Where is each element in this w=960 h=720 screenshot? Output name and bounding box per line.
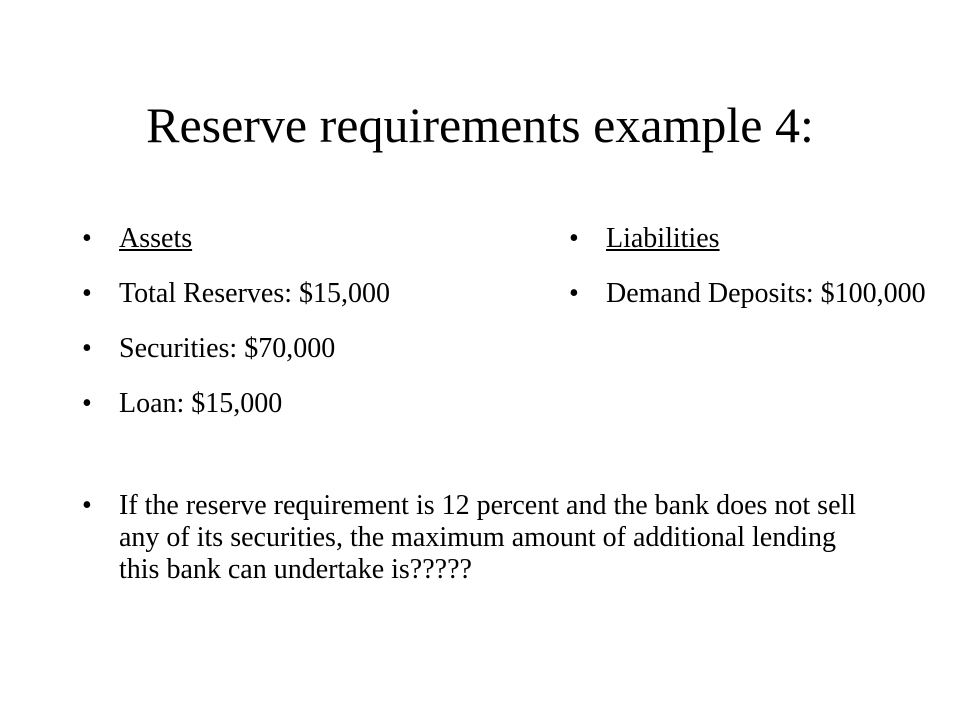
liabilities-item-demand-deposits: • Demand Deposits: $100,000: [569, 278, 929, 310]
question-text: • If the reserve requirement is 12 percent and the bank does not sell any of its securities, the maximum amount of additional lending this bank can undertake is?????: [82, 490, 882, 586]
assets-item-total-reserves: • Total Reserves: $15,000: [82, 278, 502, 310]
assets-heading: [82, 223, 502, 255]
liabilities-heading-text: Liabilities: [606, 223, 720, 254]
assets-heading-text: Assets: [119, 223, 193, 254]
assets-list: [82, 223, 502, 443]
assets-item-loan: • Loan: $15,000: [82, 388, 502, 420]
assets-item-securities: • Securities: $70,000: [82, 333, 502, 365]
question-list: [82, 490, 882, 586]
slide-title: Reserve requirements example 4:: [146, 97, 814, 153]
liabilities-heading: [569, 223, 929, 255]
liabilities-list: [569, 223, 929, 333]
